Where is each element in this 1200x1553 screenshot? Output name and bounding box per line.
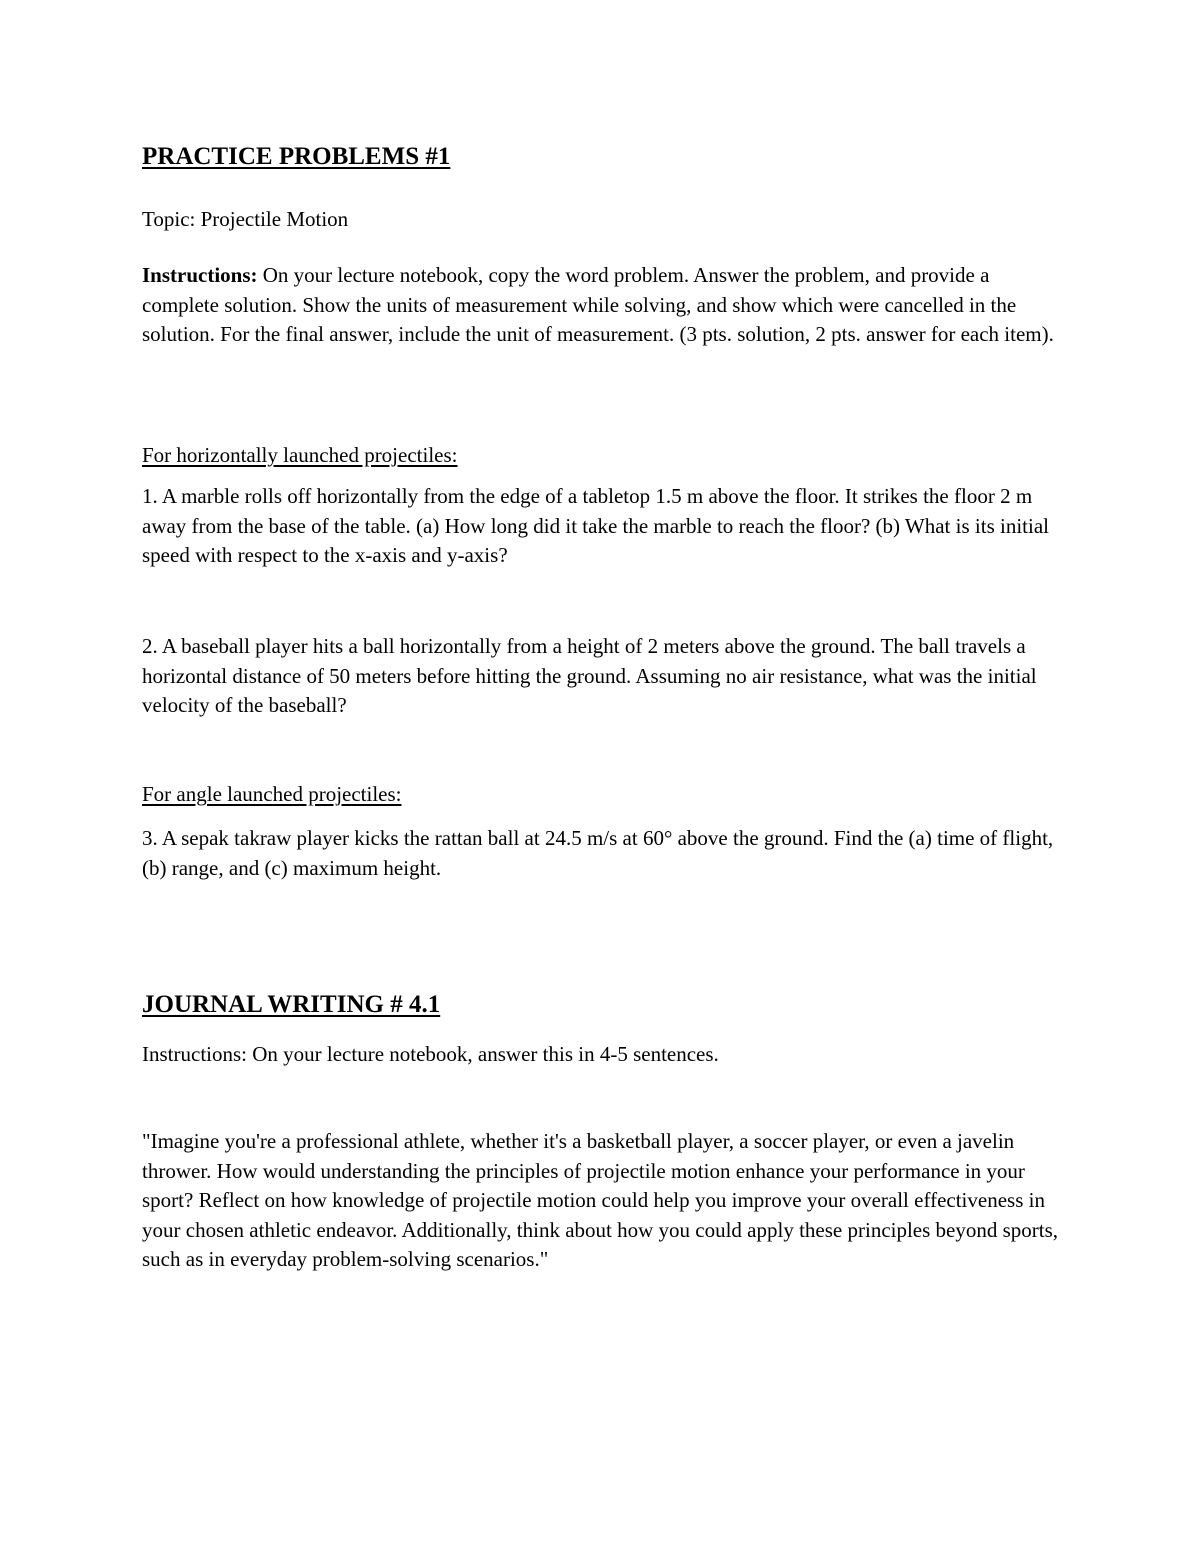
problem-1: 1. A marble rolls off horizontally from the edge of a tabletop 1.5 m above the floor. It strikes the floor 2 m away from the base of the table. (a) How long did it take the marble to reach the floor? (b) What is its initial speed with respect to the x-axis and y-axis?: [142, 484, 1049, 567]
practice-instructions: [142, 261, 1062, 350]
problem-2: 2. A baseball player hits a ball horizontally from a height of 2 meters above the ground. The ball travels a horizontal distance of 50 meters before hitting the ground. Assuming no air resistance, what was the initial velocity of the baseball?: [142, 634, 1037, 717]
instructions-label: Instructions:: [142, 263, 258, 287]
topic-line: Topic: Projectile Motion: [142, 207, 349, 231]
journal-instructions: Instructions: On your lecture notebook, answer this in 4-5 sentences.: [142, 1042, 719, 1066]
instructions-text: On your lecture notebook, copy the word problem. Answer the problem, and provide a complete solution. Show the units of measurement while solving, and show which were cancelled in the solution. For the final answer, include the unit of measurement. (3 pts. solution, 2 pts. answer for each item).: [142, 263, 1054, 346]
journal-prompt: "Imagine you're a professional athlete, whether it's a basketball player, a soccer player, or even a javelin thrower. How would understanding the principles of projectile motion enhance your performance in your sport? Reflect on how knowledge of projectile motion could help you improve your overall effectiveness in your chosen athletic endeavor. Additionally, think about how you could apply these principles beyond sports, such as in everyday problem-solving scenarios.": [142, 1129, 1059, 1271]
journal-writing-title: JOURNAL WRITING # 4.1: [142, 991, 441, 1018]
practice-problems-title: PRACTICE PROBLEMS #1: [142, 143, 451, 170]
section-horizontal-heading: For horizontally launched projectiles:: [142, 443, 458, 467]
section-angle-heading: For angle launched projectiles:: [142, 782, 402, 806]
problem-3: 3. A sepak takraw player kicks the rattan ball at 24.5 m/s at 60° above the ground. Find the (a) time of flight, (b) range, and (c) maximum height.: [142, 826, 1054, 880]
